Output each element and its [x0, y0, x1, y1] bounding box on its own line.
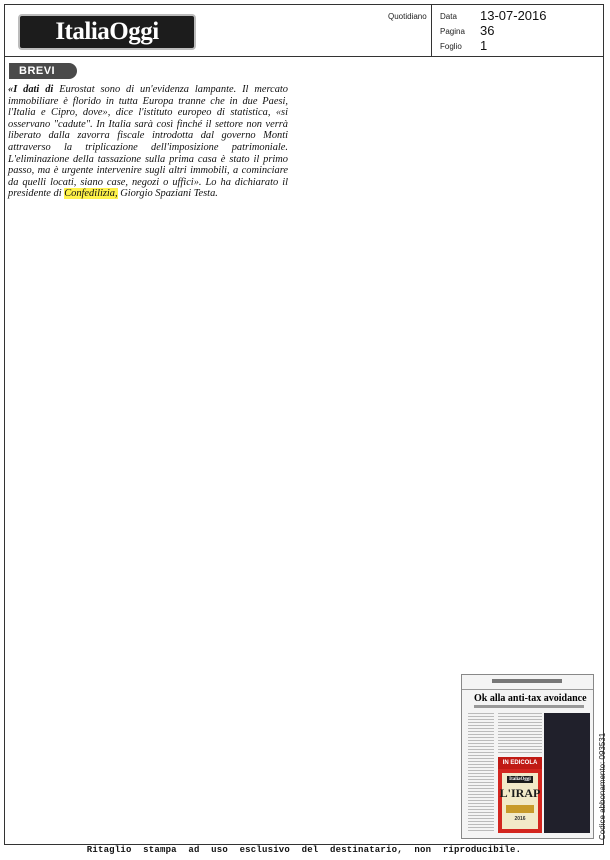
thumbnail-headline: Ok alla anti-tax avoidance — [474, 693, 587, 704]
article-body — [8, 84, 288, 200]
thumbnail-subheadline — [474, 705, 584, 708]
article-lead: «I dati di — [8, 84, 54, 95]
promo-year: 2016 — [514, 816, 526, 822]
foglio-value: 1 — [480, 38, 488, 53]
pagina-label: Pagina — [440, 27, 465, 36]
thumbnail-column — [498, 713, 542, 753]
meta-row-data — [440, 8, 600, 22]
subscription-code: Codice abbonamento: 093531 — [598, 732, 607, 840]
page-thumbnail — [461, 674, 594, 839]
footer-notice: Ritaglio stampa ad uso esclusivo del destinatario, non riproducibile. — [86, 845, 522, 855]
logo-text: ItaliaOggi — [55, 18, 159, 45]
promo-book-cover — [499, 773, 541, 829]
data-value: 13-07-2016 — [480, 8, 547, 23]
promo-banner: IN EDICOLA — [498, 757, 542, 769]
publication-type: Quotidiano — [388, 12, 427, 21]
pagina-value: 36 — [480, 23, 495, 38]
metadata-box — [431, 4, 604, 56]
promo-logo: ItaliaOggi — [509, 777, 531, 782]
thumbnail-masthead — [492, 679, 562, 683]
foglio-label: Foglio — [440, 42, 462, 51]
thumbnail-dark-column — [544, 713, 590, 833]
clipping-header — [4, 4, 604, 57]
data-label: Data — [440, 12, 457, 21]
article-text-1: Eurostat sono di un'evidenza lampante. Il mercato immobiliare è florido in tutta Europa tranne che in due Paesi, l'Italia e Cipro, dove», dice l'istituto europeo di statistica, «si osservano "cadute". In Italia sarà così finché il settore non verrà liberato dalla zavorra fiscale introdotta dal governo Monti attraverso la triplicazione dell'imposizione patrimoniale. L'eliminazione della tassazione sulla prima casa è stato il primo passo, ma è urgente intervenire sugli altri immobili, a cominciare da quelli locati, siano case, negozi o uffici». Lo ha dichiarato il presidente di — [8, 84, 288, 200]
meta-row-pagina — [440, 23, 600, 37]
highlighted-term: Confedilizia, — [64, 188, 118, 200]
promo-band — [506, 805, 534, 813]
thumbnail-column — [468, 713, 494, 833]
thumbnail-promo — [498, 757, 542, 833]
newspaper-logo — [18, 14, 196, 50]
article-text-2: Giorgio Spaziani Testa. — [117, 188, 218, 200]
section-tag: BREVI — [9, 63, 77, 79]
meta-row-foglio — [440, 38, 600, 52]
promo-title: L'IRAP — [499, 786, 541, 800]
